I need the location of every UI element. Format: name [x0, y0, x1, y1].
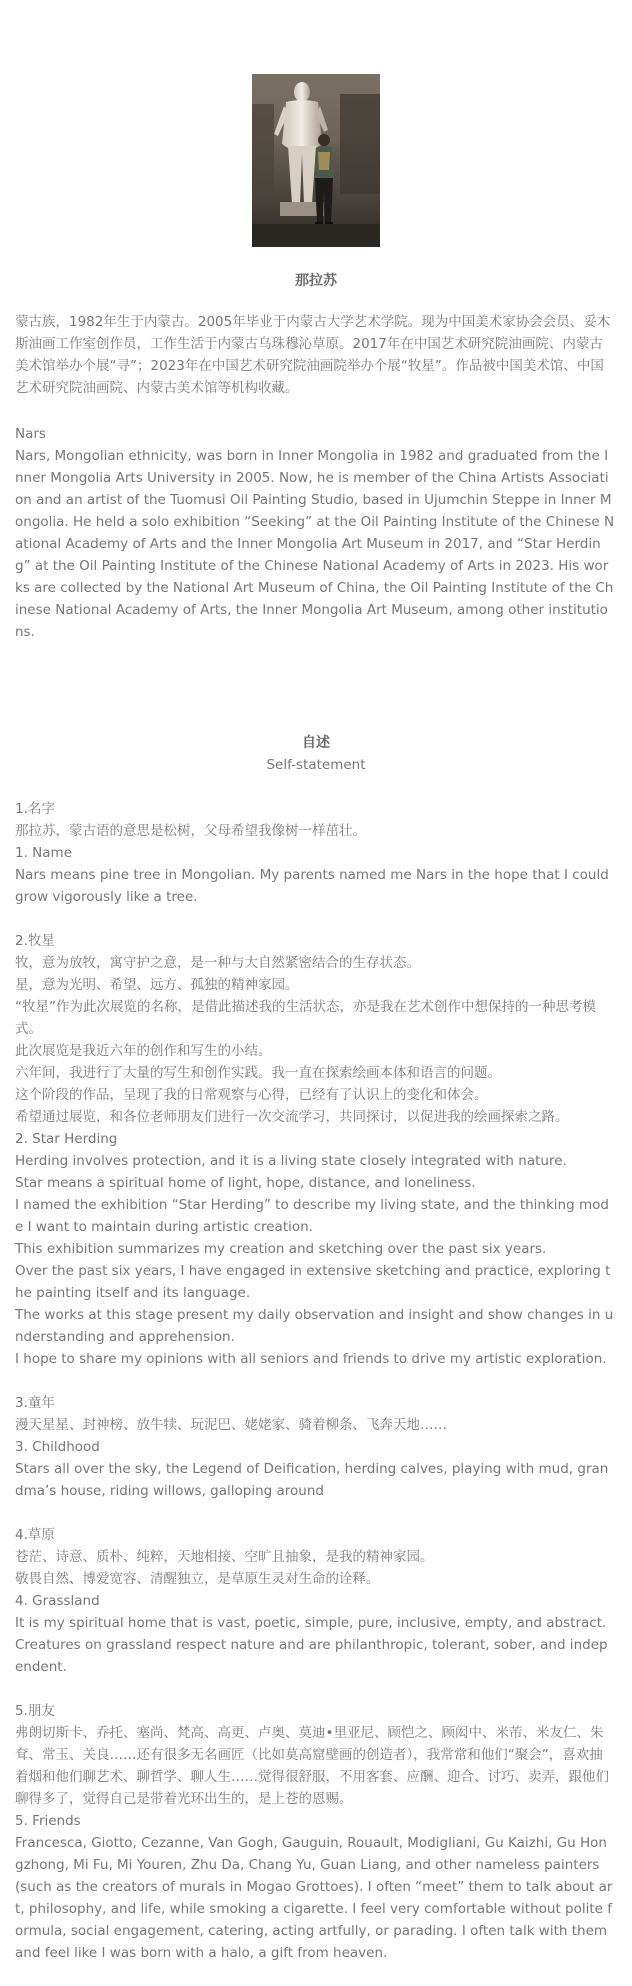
- artist-name-en: Nars: [15, 426, 46, 442]
- statement-line: This exhibition summarizes my creation and sketching over the past six years.: [15, 1241, 547, 1257]
- statement-line: The works at this stage present my daily observation and insight and show changes in understanding and apprehension.: [15, 1307, 614, 1345]
- statement-line: It is my spiritual home that is vast, poetic, simple, pure, inclusive, empty, and abstract.: [15, 1615, 607, 1631]
- statement-line: I named the exhibition “Star Herding” to describe my living state, and the thinking mode I want to maintain during artistic creation.: [15, 1197, 609, 1235]
- statement-line: Francesca, Giotto, Cezanne, Van Gogh, Gauguin, Rouault, Modigliani, Gu Kaizhi, Gu Hongzhong, Mi Fu, Mi Youren, Zhu Da, Chang Yu, Guan Liang, and other nameless painters (such as the creators of murals in Mogao Grottoes). I often “meet” them to talk about art, philosophy, and life, while smoking a cigarette. I feel very comfortable without polite formula, social engagement, catering, acting artfully, or parading. I often talk with them and feel like I was born with a halo, a gift from heaven.: [15, 1835, 613, 1961]
- statement-line: 漫天星星、封神榜、放牛犊、玩泥巴、姥姥家、骑着柳条、飞奔天地……: [15, 1417, 447, 1433]
- statement-line: 3.童年: [15, 1395, 55, 1411]
- statement-section: [15, 1700, 615, 1964]
- statement-line: 4.草原: [15, 1527, 55, 1543]
- statement-line: “牧星”作为此次展览的名称，是借此描述我的生活状态，亦是我在艺术创作中想保持的一种思考模式。: [15, 999, 596, 1037]
- artist-photo: [252, 74, 380, 247]
- statement-line: 5.朋友: [15, 1703, 55, 1719]
- artist-photo-image: [252, 74, 380, 247]
- statement-line: 1.名字: [15, 801, 55, 817]
- statement-line: 5. Friends: [15, 1813, 81, 1829]
- statement-line: Herding involves protection, and it is a living state closely integrated with nature.: [15, 1153, 567, 1169]
- statement-section: [15, 930, 615, 1370]
- statement-title: 自述: [302, 735, 330, 751]
- statement-section: [15, 1392, 615, 1502]
- statement-line: 2. Star Herding: [15, 1131, 118, 1147]
- statement-line: 牧，意为放牧，寓守护之意，是一种与大自然紧密结合的生存状态。: [15, 955, 420, 971]
- statement-line: 此次展览是我近六年的创作和写生的小结。: [15, 1043, 272, 1059]
- statement-line: 苍茫、诗意、质朴、纯粹，天地相接、空旷且抽象，是我的精神家园。: [15, 1549, 434, 1565]
- statement-line: I hope to share my opinions with all seniors and friends to drive my artistic exploration.: [15, 1351, 607, 1367]
- statement-line: Star means a spiritual home of light, hope, distance, and loneliness.: [15, 1175, 476, 1191]
- statement-line: 2.牧星: [15, 933, 55, 949]
- statement-line: Creatures on grassland respect nature and are philanthropic, tolerant, sober, and independent.: [15, 1637, 608, 1675]
- statement-line: 希望通过展览，和各位老师朋友们进行一次交流学习，共同探讨，以促进我的绘画探索之路。: [15, 1109, 569, 1125]
- statement-section: [15, 798, 615, 908]
- statement-line: 这个阶段的作品，呈现了我的日常观察与心得，已经有了认识上的变化和体会。: [15, 1087, 488, 1103]
- statement-line: Nars means pine tree in Mongolian. My parents named me Nars in the hope that I could grow vigorously like a tree.: [15, 867, 609, 905]
- statement-line: 4. Grassland: [15, 1593, 100, 1609]
- statement-line: 弗朗切斯卡、乔托、塞尚、梵高、高更、卢奥、莫迪•里亚尼、顾恺之、顾闳中、米芾、米友仁、朱耷、常玉、关良……还有很多无名画匠（比如莫高窟壁画的创造者），我常常和他们“聚会”，喜欢抽着烟和他们聊艺术、聊哲学、聊人生……觉得很舒服，不用客套、应酬、迎合、讨巧、卖弄，跟他们聊得多了，觉得自己是带着光环出生的，是上苍的恩赐。: [15, 1725, 609, 1807]
- statement-line: 六年间，我进行了大量的写生和创作实践。我一直在探索绘画本体和语言的问题。: [15, 1065, 501, 1081]
- statement-line: 那拉苏，蒙古语的意思是松树，父母希望我像树一样茁壮。: [15, 823, 366, 839]
- statement-line: 星，意为光明、希望、远方、孤独的精神家园。: [15, 977, 299, 993]
- statement-line: Stars all over the sky, the Legend of Deification, herding calves, playing with mud, grandma’s house, riding willows, galloping around: [15, 1461, 609, 1499]
- statement-line: 1. Name: [15, 845, 72, 861]
- statement-line: 敬畏自然、博爱宽容、清醒独立，是草原生灵对生命的诠释。: [15, 1571, 380, 1587]
- statement-section: [15, 1524, 615, 1678]
- statement-line: Over the past six years, I have engaged in extensive sketching and practice, exploring the painting itself and its language.: [15, 1263, 611, 1301]
- artist-bio-en: Nars, Mongolian ethnicity, was born in Inner Mongolia in 1982 and graduated from the Inner Mongolia Arts University in 2005. Now, he is member of the China Artists Association and an artist of the Tuomusi Oil Painting Studio, based in Ujumchin Steppe in Inner Mongolia. He held a solo exhibition “Seeking” at the Oil Painting Institute of the Chinese National Academy of Arts and the Inner Mongolia Art Museum in 2017, and “Star Herding” at the Oil Painting Institute of the Chinese National Academy of Arts in 2023. His works are collected by the National Art Museum of China, the Oil Painting Institute of the Chinese National Academy of Arts, the Inner Mongolia Art Museum, among other institutions.: [15, 448, 615, 640]
- statement-sections: [15, 798, 615, 1986]
- statement-subtitle: Self-statement: [266, 757, 366, 773]
- artist-bio-zh: 蒙古族，1982年生于内蒙古。2005年毕业于内蒙古大学艺术学院。现为中国美术家协会会员、妥木斯油画工作室创作员，工作生活于内蒙古乌珠穆沁草原。2017年在中国艺术研究院油画院、内蒙古美术馆举办个展“寻”；2023年在中国艺术研究院油画院举办个展“牧星”。作品被中国美术馆、中国艺术研究院油画院、内蒙古美术馆等机构收藏。: [15, 314, 611, 396]
- statement-line: 3. Childhood: [15, 1439, 100, 1455]
- artist-name: 那拉苏: [295, 273, 337, 289]
- artist-bio-en-block: [15, 423, 615, 643]
